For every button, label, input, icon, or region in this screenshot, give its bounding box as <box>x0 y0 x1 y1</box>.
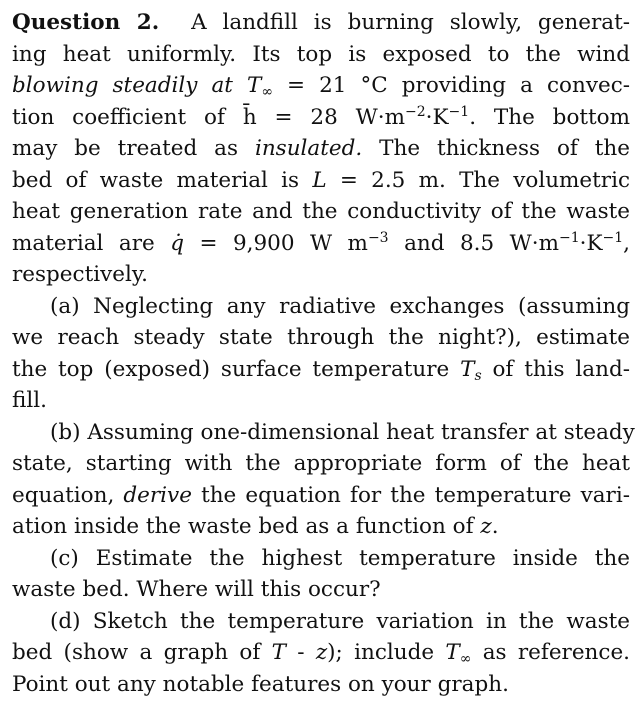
text-line <box>12 39 630 71</box>
text-segment: (c) Estimate the highest temperature inside the <box>50 545 630 571</box>
variable: T <box>445 640 460 665</box>
text-segment: ); include <box>327 640 446 665</box>
text-segment: ·K <box>425 104 449 130</box>
part-b-line <box>12 511 630 543</box>
part-a-line <box>12 385 630 417</box>
superscript: −2 <box>405 103 426 120</box>
variable: L <box>312 167 327 193</box>
text-segment: = 21 °C providing a convec- <box>273 73 630 98</box>
text-segment: as reference. <box>471 640 631 665</box>
part-b-line <box>12 480 630 512</box>
text-segment: ation inside the waste bed as a function of <box>12 514 481 539</box>
text-segment: . The bottom <box>469 104 631 130</box>
text-segment: . <box>491 514 499 539</box>
part-c-line <box>12 543 630 575</box>
part-d-line <box>12 637 630 669</box>
part-d-line <box>12 606 630 638</box>
text-segment: may be treated as <box>12 136 255 161</box>
text-segment: , <box>623 230 631 256</box>
text-segment: Point out any notable features on your graph. <box>12 671 509 697</box>
text-segment: = 2.5 m. The volumetric <box>326 167 630 193</box>
text-segment: The thickness of the <box>362 136 630 161</box>
question-document <box>12 7 635 700</box>
text-segment: state, starting with the appropriate form of the heat <box>12 451 630 476</box>
text-line <box>12 165 630 197</box>
question-heading: Question 2. <box>12 10 160 35</box>
text-segment: respectively. <box>12 262 148 287</box>
variable: z <box>315 640 328 665</box>
subscript: s <box>474 367 482 384</box>
part-a-line <box>12 354 630 386</box>
text-segment: waste bed. Where will this occur? <box>12 577 381 602</box>
part-d-line <box>12 669 630 701</box>
text-segment: A landfill is burning slowly, generat- <box>191 10 630 35</box>
variable: T <box>271 640 286 665</box>
part-b-line <box>12 417 635 449</box>
emphasis: insulated. <box>254 136 363 161</box>
text-segment: fill. <box>12 388 47 413</box>
text-segment: of this land- <box>481 356 630 382</box>
superscript: −1 <box>448 103 470 120</box>
text-segment: (a) Neglecting any radiative exchanges (assuming <box>50 293 630 319</box>
variable: z <box>480 514 492 539</box>
text-segment: equation, <box>12 482 124 508</box>
text-line <box>12 259 630 291</box>
subscript: ∞ <box>459 651 472 667</box>
variable: T <box>460 356 475 382</box>
text-segment: the equation for the temperature vari- <box>191 482 630 508</box>
text-line <box>12 133 630 165</box>
text-segment: ing heat uniformly. Its top is exposed to the wind <box>12 41 630 67</box>
part-b-line <box>12 448 630 480</box>
text-segment: the top (exposed) surface temperature <box>12 356 461 382</box>
superscript: −1 <box>602 229 624 246</box>
text-segment: tion coefficient of h̄ = 28 W·m <box>12 104 405 130</box>
text-line <box>12 196 630 228</box>
text-segment: = 9,900 W m <box>183 230 368 256</box>
superscript: −3 <box>367 229 389 246</box>
text-segment: bed of waste material is <box>12 167 313 193</box>
superscript: −1 <box>558 229 580 246</box>
text-segment: (b) Assuming one-dimensional heat transfer at steady <box>50 419 635 445</box>
text-segment: bed (show a graph of <box>12 640 272 665</box>
part-a-line <box>12 291 630 323</box>
part-c-line <box>12 574 630 606</box>
text-segment: ·K <box>579 230 603 256</box>
text-segment: heat generation rate and the conductivity of the waste <box>12 199 630 224</box>
emphasis: derive <box>123 482 192 508</box>
text-segment: and 8.5 W·m <box>388 230 559 256</box>
text-segment: material are <box>12 230 171 256</box>
text-line <box>12 70 630 102</box>
text-line <box>12 228 630 260</box>
text-line <box>12 7 630 39</box>
text-segment: we reach steady state through the night?), estimate <box>12 325 630 350</box>
variable: q̇ <box>170 230 184 256</box>
part-a-line <box>12 322 630 354</box>
text-segment: (d) Sketch the temperature variation in the waste <box>50 608 630 634</box>
text-segment: - <box>285 640 316 665</box>
text-segment: blowing steadily at T <box>12 73 262 98</box>
subscript: ∞ <box>261 84 273 100</box>
text-line <box>12 102 630 134</box>
